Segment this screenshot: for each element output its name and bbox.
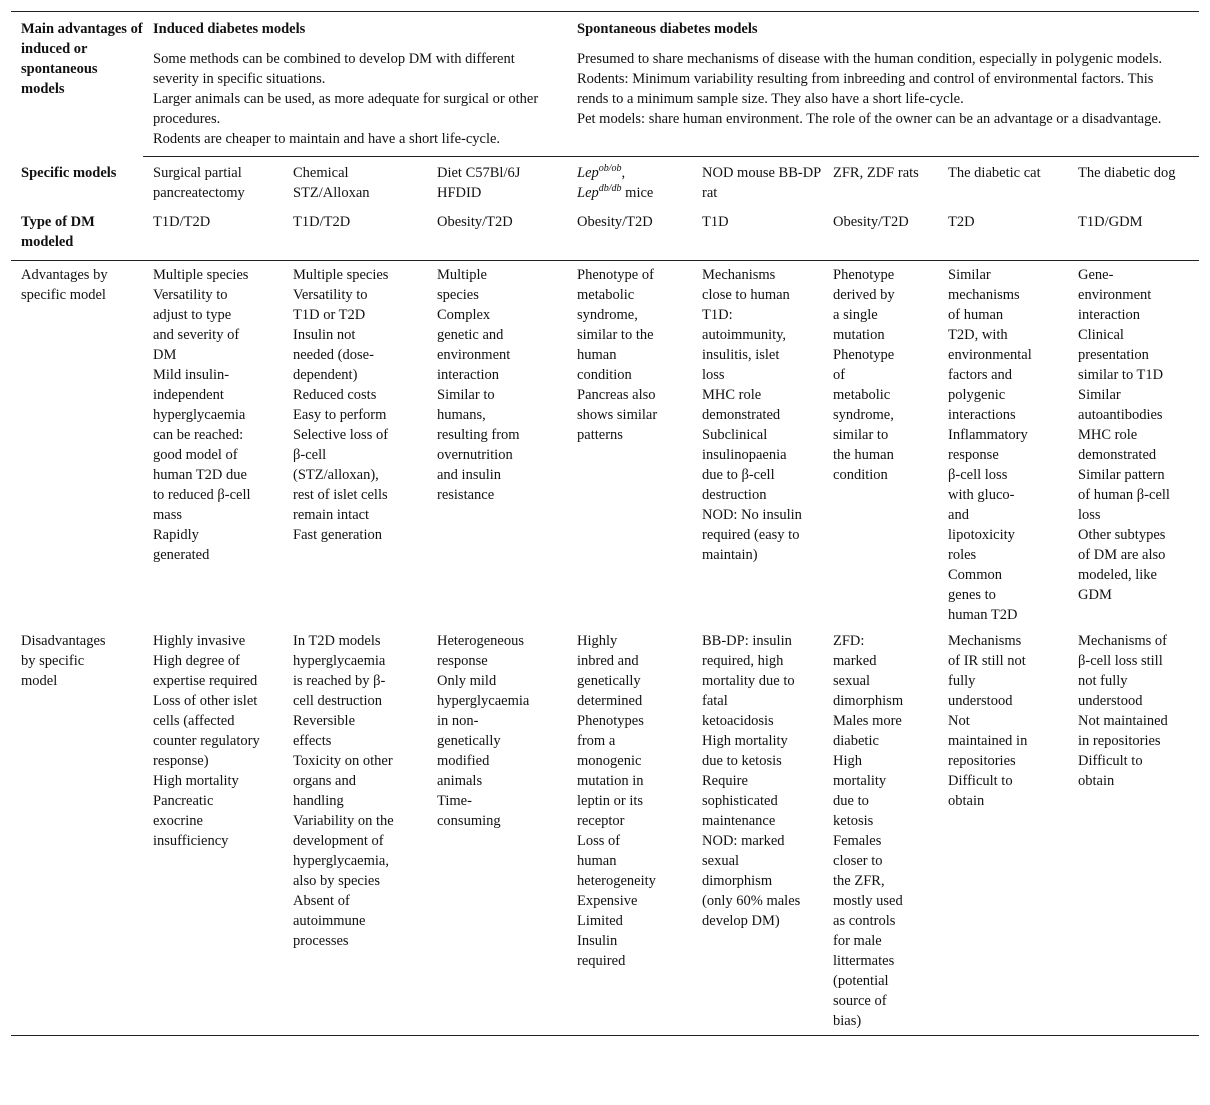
cell-line: Limited xyxy=(577,913,623,929)
cell-line: Time-consuming xyxy=(437,793,501,829)
dm-type-cell: T1D/T2D xyxy=(153,214,211,230)
specific-models-row xyxy=(11,157,1199,204)
advantages-cell xyxy=(823,261,938,632)
cell-line: Mechanisms of β-cell loss still not fully understood xyxy=(1078,633,1168,709)
cell-line: High mortality due to ketosis xyxy=(702,733,788,769)
cell-line: Insulin not needed (dose-dependent) xyxy=(293,327,374,383)
cell-line: Reversible effects xyxy=(293,713,356,749)
disadvantages-cell xyxy=(1068,631,1199,1036)
diabetes-models-table xyxy=(11,11,1199,1036)
specific-model-cell: NOD mouse BB-DP rat xyxy=(702,165,821,201)
cell-line: Phenotypes from a monogenic mutation in leptin or its receptor xyxy=(577,713,644,829)
cell-line: Phenotype of metabolic syndrome, similar to the human condition xyxy=(833,347,895,483)
dm-type-cell: T1D/T2D xyxy=(293,214,351,230)
dm-type-cell: Obesity/T2D xyxy=(437,214,513,230)
disadvantages-cell xyxy=(283,631,427,1036)
cell-line: Versatility to T1D or T2D xyxy=(293,287,368,323)
cell-line: Other subtypes of DM are also modeled, like GDM xyxy=(1078,527,1166,603)
cell-line: High degree of expertise required xyxy=(153,653,258,689)
lep-gene-label: Lep xyxy=(577,185,599,201)
spontaneous-advantage-line: Rodents: Minimum variability resulting from inbreeding and control of environmental factors. This rends to a minimum sample size. They also have a short life-cycle. xyxy=(577,71,1154,107)
specific-model-cell: The diabetic cat xyxy=(948,165,1041,181)
cell-line: NOD: marked sexual dimorphism (only 60% males develop DM) xyxy=(702,833,801,929)
cell-line: Highly invasive xyxy=(153,633,246,649)
cell-line: Versatility to adjust to type and severity of DM xyxy=(153,287,240,363)
cell-line: Rapidly generated xyxy=(153,527,210,563)
dm-type-row xyxy=(11,203,1199,261)
induced-models-advantages xyxy=(153,49,567,149)
cell-line: Females closer to the ZFR, mostly used as controls for male littermates (potential source of bias) xyxy=(833,833,903,1029)
disadvantages-row xyxy=(11,631,1199,1036)
cell-line: Pancreatic exocrine insufficiency xyxy=(153,793,229,849)
specific-model-cell: Diet C57Bl/6J HFDID xyxy=(437,165,521,201)
cell-line: Toxicity on other organs and handling xyxy=(293,753,393,809)
cell-line: Mild insulin-independent hyperglycaemia can be reached: good model of human T2D due to reduced β-cell mass xyxy=(153,367,251,523)
cell-line: Heterogeneous response xyxy=(437,633,524,669)
cell-line: High mortality due to ketosis xyxy=(833,753,887,829)
disadvantages-cell xyxy=(938,631,1068,1036)
cell-line: Expensive xyxy=(577,893,638,909)
spontaneous-advantage-line: Pet models: share human environment. The role of the owner can be an advantage or a disadvantage. xyxy=(577,111,1162,127)
cell-line: Subclinical insulinopaenia due to β-cell destruction xyxy=(702,427,787,503)
main-advantages-label: Main advantages of induced or spontaneous models xyxy=(11,12,143,157)
cell-line: Clinical presentation similar to T1D xyxy=(1078,327,1164,383)
cell-line: NOD: No insulin required (easy to maintain) xyxy=(702,507,802,563)
cell-line: ZFD: marked sexual dimorphism xyxy=(833,633,904,709)
advantages-cell xyxy=(1068,261,1199,632)
disadvantages-cell xyxy=(143,631,283,1036)
cell-line: Absent of autoimmune processes xyxy=(293,893,366,949)
specific-model-cell: ZFR, ZDF rats xyxy=(833,165,919,181)
advantages-cell xyxy=(283,261,427,632)
specific-models-label: Specific models xyxy=(21,164,117,181)
cell-line: Common genes to human T2D xyxy=(948,567,1018,623)
cell-line: Require sophisticated maintenance xyxy=(702,773,778,829)
cell-line: Similar autoantibodies xyxy=(1078,387,1163,423)
advantages-cell xyxy=(567,261,692,632)
advantages-row xyxy=(11,261,1199,632)
advantages-cell xyxy=(692,261,823,632)
cell-line: Similar pattern of human β-cell loss xyxy=(1078,467,1170,523)
cell-line: Phenotype derived by a single mutation xyxy=(833,267,895,343)
cell-line: Mechanisms close to human T1D: autoimmunity, insulitis, islet loss xyxy=(702,267,790,383)
cell-line: Easy to perform xyxy=(293,407,387,423)
cell-line: BB-DP: insulin required, high mortality due to fatal ketoacidosis xyxy=(702,633,795,729)
cell-line: β-cell loss with gluco- and lipotoxicity roles xyxy=(948,467,1015,563)
specific-model-cell: Chemical STZ/Alloxan xyxy=(293,165,370,201)
cell-line: Phenotype of metabolic syndrome, similar to the human condition xyxy=(577,267,654,383)
spontaneous-models-header xyxy=(567,12,1199,157)
advantages-label: Advantages by specific model xyxy=(11,261,143,632)
cell-line: Complex genetic and environment interaction xyxy=(437,307,511,383)
advantages-cell xyxy=(427,261,567,632)
cell-line: Loss of other islet cells (affected counter regulatory response) xyxy=(153,693,260,769)
lep-gene-label: Lep xyxy=(577,165,599,181)
dm-type-cell: T1D xyxy=(702,214,729,230)
advantages-cell xyxy=(143,261,283,632)
header-row xyxy=(11,12,1199,157)
cell-line: Gene-environment interaction xyxy=(1078,267,1152,323)
lep-genotype-sup: ob/ob xyxy=(598,163,622,174)
dm-type-cell: Obesity/T2D xyxy=(577,214,653,230)
spontaneous-models-title: Spontaneous diabetes models xyxy=(577,21,758,37)
dm-type-cell: T1D/GDM xyxy=(1078,214,1143,230)
cell-line: High mortality xyxy=(153,773,239,789)
cell-line: Insulin required xyxy=(577,933,626,969)
cell-line: Reduced costs xyxy=(293,387,377,403)
lep-model-suffix: mice xyxy=(621,185,654,201)
cell-line: Only mild hyperglycaemia in non-genetically modified animals xyxy=(437,673,530,789)
disadvantages-cell xyxy=(823,631,938,1036)
cell-line: Difficult to obtain xyxy=(1078,753,1143,789)
spontaneous-models-advantages xyxy=(577,49,1199,129)
cell-line: Fast generation xyxy=(293,527,382,543)
dm-type-cell: Obesity/T2D xyxy=(833,214,909,230)
cell-line: Pancreas also shows similar patterns xyxy=(577,387,658,443)
dm-type-label: Type of DM modeled xyxy=(21,214,95,250)
cell-line: Multiple species xyxy=(293,267,389,283)
cell-line: Difficult to obtain xyxy=(948,773,1013,809)
disadvantages-cell xyxy=(567,631,692,1036)
specific-model-cell-lep: Lep$^{ob/ob}$, Lep$^{db/db}$ mice xyxy=(577,163,654,201)
spontaneous-advantage-line: Presumed to share mechanisms of disease with the human condition, especially in polygenic models. xyxy=(577,51,1163,67)
cell-line: Multiple species xyxy=(437,267,487,303)
dm-type-cell: T2D xyxy=(948,214,975,230)
disadvantages-cell xyxy=(692,631,823,1036)
advantages-cell xyxy=(938,261,1068,632)
lep-genotype-sup: db/db xyxy=(598,183,622,194)
cell-line: Mechanisms of IR still not fully understood xyxy=(948,633,1026,709)
induced-advantage-line: Some methods can be combined to develop DM with different severity in specific situations. xyxy=(153,51,515,87)
induced-models-title: Induced diabetes models xyxy=(153,21,306,37)
cell-line: Variability on the development of hyperglycaemia, also by species xyxy=(293,813,394,889)
specific-model-cell: The diabetic dog xyxy=(1078,165,1176,181)
cell-line: Selective loss of β-cell (STZ/alloxan), rest of islet cells remain intact xyxy=(293,427,389,523)
cell-line: Not maintained in repositories xyxy=(948,713,1028,769)
cell-line: MHC role demonstrated xyxy=(1078,427,1157,463)
cell-line: Inflammatory response xyxy=(948,427,1028,463)
cell-line: Multiple species xyxy=(153,267,249,283)
disadvantages-cell xyxy=(427,631,567,1036)
cell-line: In T2D models hyperglycaemia is reached by β-cell destruction xyxy=(293,633,386,709)
induced-models-header xyxy=(143,12,567,157)
induced-advantage-line: Larger animals can be used, as more adequate for surgical or other procedures. xyxy=(153,91,539,127)
cell-line: Similar to humans, resulting from overnutrition and insulin resistance xyxy=(437,387,520,503)
cell-line: Males more diabetic xyxy=(833,713,902,749)
cell-line: Not maintained in repositories xyxy=(1078,713,1168,749)
diabetes-models-table-container xyxy=(11,11,1199,1036)
cell-line: Highly inbred and genetically determined xyxy=(577,633,643,709)
induced-advantage-line: Rodents are cheaper to maintain and have a short life-cycle. xyxy=(153,131,501,147)
specific-model-cell: Surgical partial pancreatectomy xyxy=(153,165,245,201)
cell-line: MHC role demonstrated xyxy=(702,387,781,423)
cell-line: Similar mechanisms of human T2D, with environmental factors and polygenic interactions xyxy=(948,267,1032,423)
disadvantages-label: Disadvantages by specific model xyxy=(11,631,143,1036)
cell-line: Loss of human heterogeneity xyxy=(577,833,656,889)
